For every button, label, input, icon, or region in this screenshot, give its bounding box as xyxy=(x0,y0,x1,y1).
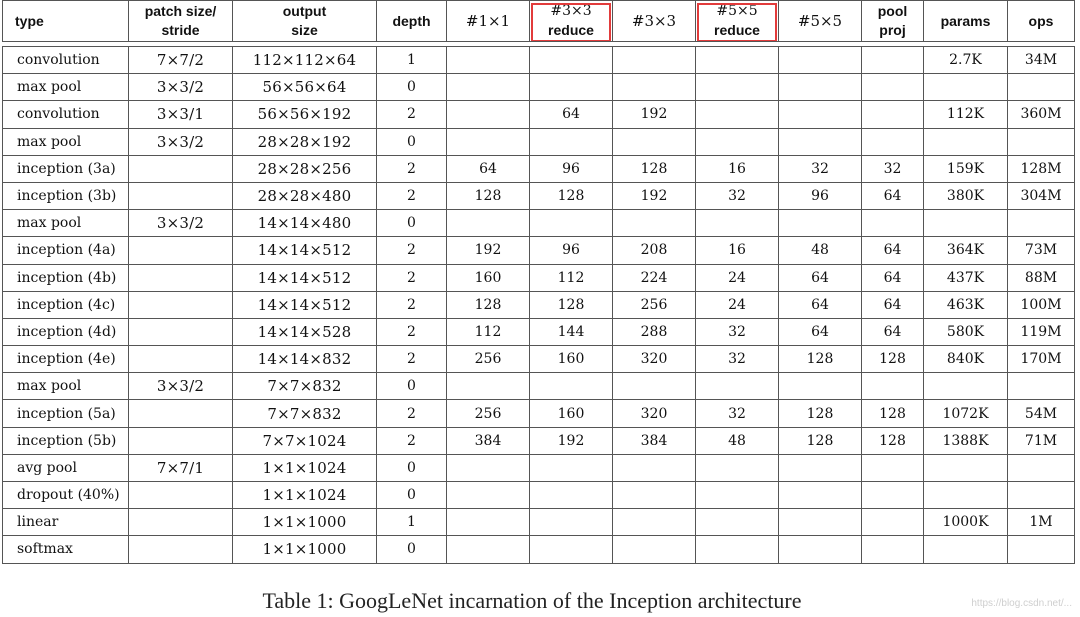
cell-params xyxy=(924,210,1008,237)
cell-ops xyxy=(1008,454,1075,481)
cell-params: 840K xyxy=(924,346,1008,373)
cell-ops xyxy=(1008,373,1075,400)
header-ops: ops xyxy=(1008,1,1075,42)
cell-depth: 0 xyxy=(377,536,447,563)
cell-3x3 xyxy=(613,47,696,74)
header-params: params xyxy=(924,1,1008,42)
header-3x3-reduce-line2: reduce xyxy=(548,22,594,38)
table-row xyxy=(3,74,1075,101)
cell-params: 437K xyxy=(924,264,1008,291)
cell-3x3-reduce: 192 xyxy=(530,427,613,454)
cell-1x1 xyxy=(447,210,530,237)
table-row xyxy=(3,536,1075,563)
cell-patch-size-stride: 7×7/2 xyxy=(129,47,233,74)
cell-patch-size-stride: 3×3/2 xyxy=(129,373,233,400)
cell-3x3: 384 xyxy=(613,427,696,454)
cell-5x5: 64 xyxy=(779,318,862,345)
table-row xyxy=(3,318,1075,345)
cell-ops xyxy=(1008,482,1075,509)
cell-pool-proj xyxy=(862,74,924,101)
cell-1x1: 192 xyxy=(447,237,530,264)
cell-5x5-reduce: 16 xyxy=(696,237,779,264)
cell-1x1 xyxy=(447,128,530,155)
cell-3x3-reduce: 96 xyxy=(530,155,613,182)
cell-patch-size-stride xyxy=(129,400,233,427)
cell-5x5-reduce: 32 xyxy=(696,400,779,427)
cell-patch-size-stride xyxy=(129,291,233,318)
cell-5x5-reduce xyxy=(696,373,779,400)
cell-5x5-reduce xyxy=(696,509,779,536)
cell-patch-size-stride: 3×3/2 xyxy=(129,74,233,101)
cell-3x3-reduce xyxy=(530,74,613,101)
cell-output-size: 14×14×512 xyxy=(233,264,377,291)
cell-pool-proj xyxy=(862,509,924,536)
cell-5x5-reduce: 32 xyxy=(696,346,779,373)
cell-pool-proj xyxy=(862,373,924,400)
header-output-line2: size xyxy=(291,22,318,38)
cell-type: max pool xyxy=(3,128,129,155)
cell-5x5: 48 xyxy=(779,237,862,264)
header-type: type xyxy=(3,1,129,42)
table-row xyxy=(3,182,1075,209)
cell-patch-size-stride: 3×3/2 xyxy=(129,128,233,155)
cell-3x3: 128 xyxy=(613,155,696,182)
cell-output-size: 7×7×1024 xyxy=(233,427,377,454)
cell-output-size: 56×56×192 xyxy=(233,101,377,128)
cell-output-size: 56×56×64 xyxy=(233,74,377,101)
table-row xyxy=(3,346,1075,373)
cell-ops: 54M xyxy=(1008,400,1075,427)
cell-3x3 xyxy=(613,210,696,237)
cell-patch-size-stride xyxy=(129,509,233,536)
cell-patch-size-stride xyxy=(129,536,233,563)
cell-1x1 xyxy=(447,101,530,128)
cell-patch-size-stride xyxy=(129,346,233,373)
table-body xyxy=(3,42,1075,564)
header-output-line1: output xyxy=(282,3,327,19)
cell-1x1: 112 xyxy=(447,318,530,345)
cell-3x3-reduce xyxy=(530,509,613,536)
cell-depth: 2 xyxy=(377,318,447,345)
cell-5x5 xyxy=(779,454,862,481)
cell-5x5-reduce xyxy=(696,482,779,509)
cell-pool-proj: 32 xyxy=(862,155,924,182)
cell-3x3: 192 xyxy=(613,182,696,209)
cell-type: inception (3a) xyxy=(3,155,129,182)
cell-5x5: 64 xyxy=(779,264,862,291)
cell-3x3 xyxy=(613,454,696,481)
cell-3x3-reduce xyxy=(530,482,613,509)
cell-1x1: 384 xyxy=(447,427,530,454)
cell-3x3-reduce xyxy=(530,536,613,563)
cell-3x3-reduce xyxy=(530,210,613,237)
cell-3x3 xyxy=(613,482,696,509)
cell-5x5-reduce xyxy=(696,454,779,481)
cell-3x3-reduce xyxy=(530,373,613,400)
table-row xyxy=(3,400,1075,427)
header-5x5: #5×5 xyxy=(779,1,862,42)
cell-patch-size-stride xyxy=(129,427,233,454)
cell-3x3 xyxy=(613,128,696,155)
cell-3x3-reduce xyxy=(530,47,613,74)
cell-depth: 2 xyxy=(377,291,447,318)
cell-pool-proj xyxy=(862,536,924,563)
cell-type: inception (4c) xyxy=(3,291,129,318)
table-row xyxy=(3,482,1075,509)
cell-1x1 xyxy=(447,509,530,536)
table-row xyxy=(3,373,1075,400)
cell-pool-proj: 64 xyxy=(862,182,924,209)
cell-depth: 0 xyxy=(377,373,447,400)
cell-3x3: 192 xyxy=(613,101,696,128)
cell-3x3-reduce: 144 xyxy=(530,318,613,345)
table-row xyxy=(3,509,1075,536)
cell-5x5-reduce: 24 xyxy=(696,264,779,291)
table-row xyxy=(3,47,1075,74)
cell-5x5-reduce: 48 xyxy=(696,427,779,454)
cell-output-size: 7×7×832 xyxy=(233,373,377,400)
cell-params: 580K xyxy=(924,318,1008,345)
cell-pool-proj xyxy=(862,128,924,155)
cell-output-size: 14×14×512 xyxy=(233,237,377,264)
cell-5x5-reduce xyxy=(696,101,779,128)
cell-3x3-reduce: 112 xyxy=(530,264,613,291)
cell-5x5 xyxy=(779,482,862,509)
table-row xyxy=(3,155,1075,182)
cell-ops: 1M xyxy=(1008,509,1075,536)
cell-pool-proj xyxy=(862,482,924,509)
cell-1x1: 256 xyxy=(447,400,530,427)
cell-5x5-reduce xyxy=(696,128,779,155)
cell-5x5-reduce xyxy=(696,536,779,563)
cell-3x3: 256 xyxy=(613,291,696,318)
cell-depth: 2 xyxy=(377,155,447,182)
cell-1x1 xyxy=(447,373,530,400)
cell-output-size: 28×28×256 xyxy=(233,155,377,182)
cell-type: convolution xyxy=(3,101,129,128)
cell-5x5 xyxy=(779,47,862,74)
cell-3x3-reduce: 128 xyxy=(530,291,613,318)
table-row xyxy=(3,128,1075,155)
table-row xyxy=(3,237,1075,264)
cell-3x3-reduce xyxy=(530,128,613,155)
cell-type: inception (5a) xyxy=(3,400,129,427)
cell-pool-proj: 128 xyxy=(862,346,924,373)
cell-ops: 170M xyxy=(1008,346,1075,373)
cell-ops xyxy=(1008,128,1075,155)
cell-3x3 xyxy=(613,74,696,101)
header-3x3-reduce xyxy=(530,1,613,42)
cell-1x1: 256 xyxy=(447,346,530,373)
cell-ops: 88M xyxy=(1008,264,1075,291)
architecture-table xyxy=(2,0,1075,564)
cell-ops: 71M xyxy=(1008,427,1075,454)
cell-pool-proj: 64 xyxy=(862,291,924,318)
header-5x5-reduce-line1: #5×5 xyxy=(716,3,758,19)
cell-ops: 119M xyxy=(1008,318,1075,345)
cell-ops xyxy=(1008,536,1075,563)
cell-ops: 34M xyxy=(1008,47,1075,74)
cell-depth: 1 xyxy=(377,47,447,74)
cell-output-size: 1×1×1000 xyxy=(233,536,377,563)
cell-ops: 73M xyxy=(1008,237,1075,264)
table-row xyxy=(3,454,1075,481)
cell-output-size: 112×112×64 xyxy=(233,47,377,74)
cell-3x3-reduce: 96 xyxy=(530,237,613,264)
cell-1x1: 128 xyxy=(447,291,530,318)
cell-depth: 2 xyxy=(377,427,447,454)
cell-pool-proj xyxy=(862,47,924,74)
cell-output-size: 1×1×1024 xyxy=(233,482,377,509)
cell-params xyxy=(924,128,1008,155)
cell-params: 1072K xyxy=(924,400,1008,427)
cell-params: 380K xyxy=(924,182,1008,209)
header-3x3: #3×3 xyxy=(613,1,696,42)
cell-depth: 0 xyxy=(377,74,447,101)
table-row xyxy=(3,427,1075,454)
cell-depth: 1 xyxy=(377,509,447,536)
cell-3x3 xyxy=(613,536,696,563)
cell-type: softmax xyxy=(3,536,129,563)
cell-1x1 xyxy=(447,47,530,74)
cell-5x5-reduce: 32 xyxy=(696,182,779,209)
cell-params: 112K xyxy=(924,101,1008,128)
cell-ops: 304M xyxy=(1008,182,1075,209)
cell-depth: 0 xyxy=(377,482,447,509)
cell-patch-size-stride: 3×3/2 xyxy=(129,210,233,237)
cell-3x3: 288 xyxy=(613,318,696,345)
header-pool-line2: proj xyxy=(879,22,906,38)
cell-3x3-reduce xyxy=(530,454,613,481)
cell-3x3 xyxy=(613,509,696,536)
cell-3x3: 208 xyxy=(613,237,696,264)
cell-5x5 xyxy=(779,373,862,400)
cell-depth: 0 xyxy=(377,128,447,155)
cell-5x5-reduce xyxy=(696,210,779,237)
header-5x5-reduce xyxy=(696,1,779,42)
cell-type: dropout (40%) xyxy=(3,482,129,509)
cell-depth: 2 xyxy=(377,237,447,264)
header-output-size xyxy=(233,1,377,42)
cell-3x3-reduce: 64 xyxy=(530,101,613,128)
cell-1x1 xyxy=(447,74,530,101)
cell-3x3: 320 xyxy=(613,400,696,427)
cell-patch-size-stride xyxy=(129,264,233,291)
cell-ops: 100M xyxy=(1008,291,1075,318)
cell-output-size: 14×14×512 xyxy=(233,291,377,318)
cell-params: 463K xyxy=(924,291,1008,318)
cell-3x3-reduce: 160 xyxy=(530,346,613,373)
cell-type: inception (3b) xyxy=(3,182,129,209)
cell-patch-size-stride xyxy=(129,237,233,264)
cell-ops: 128M xyxy=(1008,155,1075,182)
header-patch-line1: patch size/ xyxy=(144,3,217,19)
cell-patch-size-stride xyxy=(129,155,233,182)
cell-1x1: 160 xyxy=(447,264,530,291)
cell-patch-size-stride xyxy=(129,182,233,209)
cell-depth: 2 xyxy=(377,346,447,373)
cell-type: linear xyxy=(3,509,129,536)
cell-3x3-reduce: 160 xyxy=(530,400,613,427)
cell-output-size: 1×1×1024 xyxy=(233,454,377,481)
cell-3x3 xyxy=(613,373,696,400)
cell-params xyxy=(924,536,1008,563)
cell-output-size: 28×28×192 xyxy=(233,128,377,155)
cell-params: 1000K xyxy=(924,509,1008,536)
cell-params: 364K xyxy=(924,237,1008,264)
cell-ops xyxy=(1008,74,1075,101)
cell-output-size: 14×14×528 xyxy=(233,318,377,345)
cell-patch-size-stride: 7×7/1 xyxy=(129,454,233,481)
cell-output-size: 14×14×832 xyxy=(233,346,377,373)
cell-5x5 xyxy=(779,210,862,237)
cell-depth: 2 xyxy=(377,182,447,209)
cell-params xyxy=(924,482,1008,509)
table-row xyxy=(3,210,1075,237)
cell-5x5: 128 xyxy=(779,400,862,427)
cell-type: avg pool xyxy=(3,454,129,481)
cell-pool-proj: 64 xyxy=(862,237,924,264)
cell-5x5 xyxy=(779,536,862,563)
cell-5x5: 128 xyxy=(779,427,862,454)
header-pool-proj xyxy=(862,1,924,42)
cell-type: max pool xyxy=(3,210,129,237)
cell-depth: 0 xyxy=(377,210,447,237)
cell-type: inception (4e) xyxy=(3,346,129,373)
cell-pool-proj: 128 xyxy=(862,427,924,454)
header-5x5-reduce-line2: reduce xyxy=(714,22,760,38)
cell-5x5-reduce xyxy=(696,74,779,101)
cell-pool-proj xyxy=(862,210,924,237)
cell-depth: 2 xyxy=(377,400,447,427)
cell-type: max pool xyxy=(3,373,129,400)
cell-type: inception (5b) xyxy=(3,427,129,454)
cell-1x1: 64 xyxy=(447,155,530,182)
cell-type: convolution xyxy=(3,47,129,74)
cell-5x5: 96 xyxy=(779,182,862,209)
cell-5x5 xyxy=(779,509,862,536)
cell-ops xyxy=(1008,210,1075,237)
cell-3x3: 224 xyxy=(613,264,696,291)
header-pool-line1: pool xyxy=(877,3,908,19)
header-patch-size-stride xyxy=(129,1,233,42)
header-3x3-reduce-line1: #3×3 xyxy=(550,3,592,19)
cell-5x5: 128 xyxy=(779,346,862,373)
cell-output-size: 7×7×832 xyxy=(233,400,377,427)
header-patch-line2: stride xyxy=(161,22,200,38)
cell-params: 159K xyxy=(924,155,1008,182)
cell-5x5: 64 xyxy=(779,291,862,318)
table-row xyxy=(3,101,1075,128)
table-row xyxy=(3,264,1075,291)
cell-5x5-reduce xyxy=(696,47,779,74)
table-row xyxy=(3,291,1075,318)
cell-1x1 xyxy=(447,536,530,563)
cell-output-size: 28×28×480 xyxy=(233,182,377,209)
cell-depth: 0 xyxy=(377,454,447,481)
cell-patch-size-stride: 3×3/1 xyxy=(129,101,233,128)
cell-depth: 2 xyxy=(377,264,447,291)
header-depth: depth xyxy=(377,1,447,42)
cell-5x5 xyxy=(779,74,862,101)
cell-pool-proj xyxy=(862,101,924,128)
cell-params: 2.7K xyxy=(924,47,1008,74)
cell-5x5 xyxy=(779,101,862,128)
cell-pool-proj: 64 xyxy=(862,318,924,345)
cell-type: inception (4b) xyxy=(3,264,129,291)
table-header xyxy=(3,1,1075,42)
cell-ops: 360M xyxy=(1008,101,1075,128)
cell-params: 1388K xyxy=(924,427,1008,454)
cell-5x5: 32 xyxy=(779,155,862,182)
cell-type: max pool xyxy=(3,74,129,101)
cell-3x3-reduce: 128 xyxy=(530,182,613,209)
cell-pool-proj: 64 xyxy=(862,264,924,291)
cell-output-size: 14×14×480 xyxy=(233,210,377,237)
header-row xyxy=(3,1,1075,42)
cell-output-size: 1×1×1000 xyxy=(233,509,377,536)
watermark: https://blog.csdn.net/... xyxy=(971,598,1072,609)
cell-5x5-reduce: 24 xyxy=(696,291,779,318)
cell-params xyxy=(924,74,1008,101)
cell-patch-size-stride xyxy=(129,318,233,345)
cell-patch-size-stride xyxy=(129,482,233,509)
cell-1x1 xyxy=(447,482,530,509)
cell-depth: 2 xyxy=(377,101,447,128)
cell-5x5-reduce: 16 xyxy=(696,155,779,182)
cell-params xyxy=(924,454,1008,481)
cell-type: inception (4d) xyxy=(3,318,129,345)
table-caption: Table 1: GoogLeNet incarnation of the Inception architecture xyxy=(262,588,802,613)
cell-pool-proj xyxy=(862,454,924,481)
cell-3x3: 320 xyxy=(613,346,696,373)
cell-pool-proj: 128 xyxy=(862,400,924,427)
cell-params xyxy=(924,373,1008,400)
cell-5x5-reduce: 32 xyxy=(696,318,779,345)
cell-type: inception (4a) xyxy=(3,237,129,264)
cell-5x5 xyxy=(779,128,862,155)
cell-1x1 xyxy=(447,454,530,481)
header-1x1: #1×1 xyxy=(447,1,530,42)
cell-1x1: 128 xyxy=(447,182,530,209)
